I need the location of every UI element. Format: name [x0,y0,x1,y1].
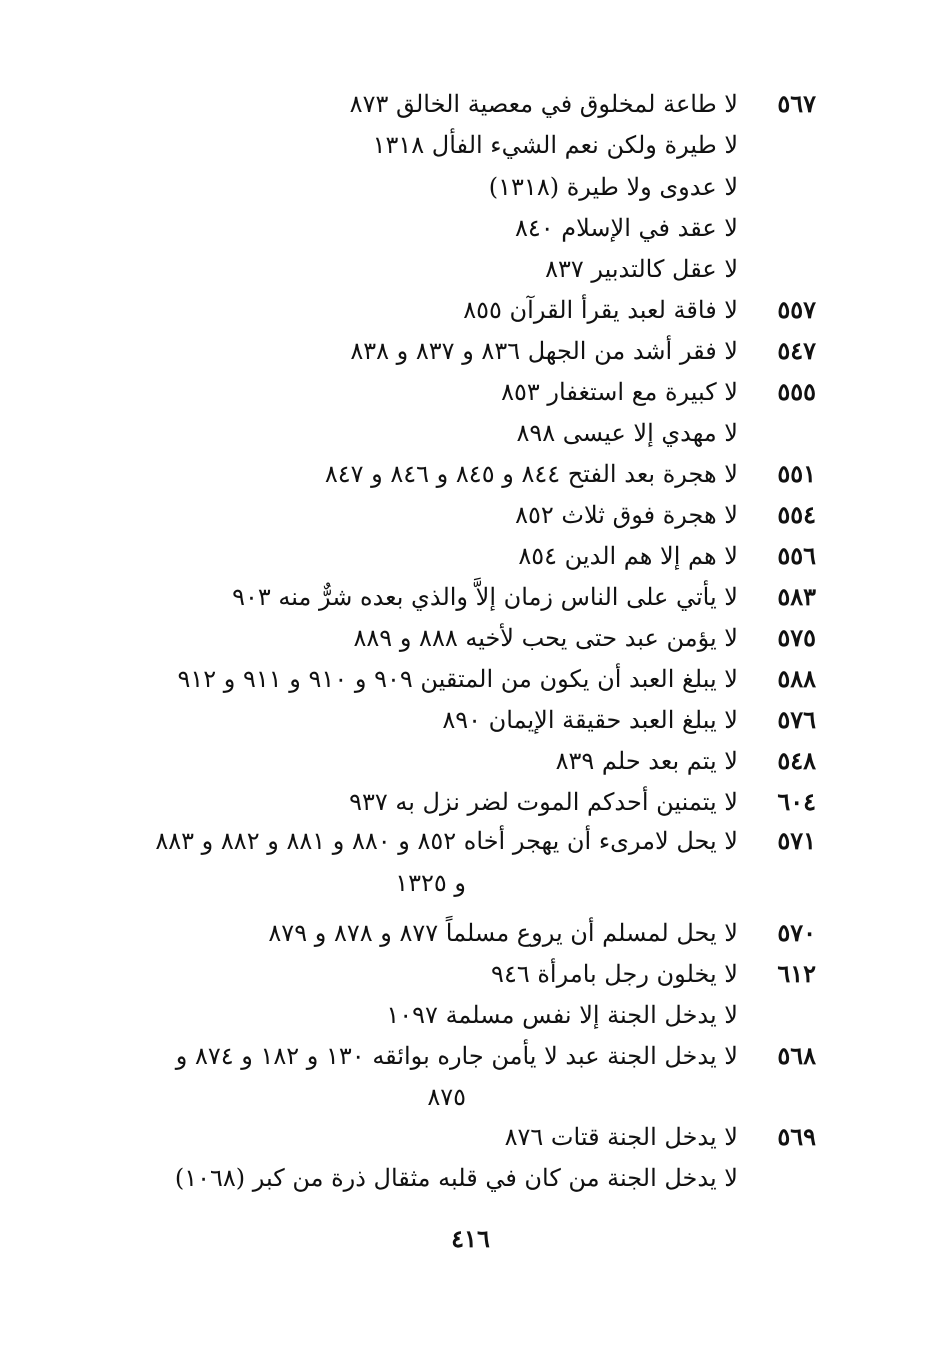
entry-number: ٥٥٧ [777,295,816,324]
entry-continuation: و ١٣٢٥ [395,869,466,897]
entry-number: ٥٧٥ [777,623,816,652]
entry-text: لا فاقة لعبد يقرأ القرآن ٨٥٥ [463,296,738,324]
entry-text: لا يتمنين أحدكم الموت لضر نزل به ٩٣٧ [349,788,738,816]
entry-text: لا يؤمن عبد حتى يحب لأخيه ٨٨٨ و ٨٨٩ [353,624,738,652]
entry-number: ٥٧١ [777,826,816,855]
entry-text: لا يدخل الجنة عبد لا يأمن جاره بوائقه ١٣٠ و ١٨٢ و ٨٧٤ و [175,1042,738,1070]
entry-text: لا يخلون رجل بامرأة ٩٤٦ [491,960,738,988]
entry-text: لا كبيرة مع استغفار ٨٥٣ [501,378,738,406]
entry-number: ٥٤٨ [777,746,816,775]
entry-text: لا هجرة فوق ثلاث ٨٥٢ [515,501,738,529]
entry-number: ٥٦٩ [777,1122,816,1151]
entry-number: ٥٦٨ [777,1041,816,1070]
entry-number: ٥٥١ [777,459,816,488]
entry-number: ٥٥٦ [777,541,816,570]
entry-number: ٥٧٦ [777,705,816,734]
entry-text: لا يبلغ العبد حقيقة الإيمان ٨٩٠ [442,706,738,734]
entry-number: ٥٥٤ [777,500,816,529]
entry-number: ٥٥٥ [777,377,816,406]
entry-text: لا يبلغ العبد أن يكون من المتقين ٩٠٩ و ٩١٠ و ٩١١ و ٩١٢ [177,665,738,693]
entry-text: لا يدخل الجنة إلا نفس مسلمة ١٠٩٧ [386,1001,738,1029]
entry-text: لا هجرة بعد الفتح ٨٤٤ و ٨٤٥ و ٨٤٦ و ٨٤٧ [324,460,738,488]
entry-text: لا فقر أشد من الجهل ٨٣٦ و ٨٣٧ و ٨٣٨ [350,337,738,365]
entry-text: لا يأتي على الناس زمان إلاَّ والذي بعده شرٌّ منه ٩٠٣ [232,583,738,611]
entry-number: ٥٦٧ [777,89,816,118]
entry-number: ٦١٢ [777,959,816,988]
entry-text: لا يحل لمسلم أن يروع مسلماً ٨٧٧ و ٨٧٨ و ٨٧٩ [268,919,738,947]
entry-text: لا يتم بعد حلم ٨٣٩ [555,747,738,775]
entry-continuation: ٨٧٥ [427,1083,466,1111]
entry-number: ٥٨٨ [777,664,816,693]
entry-text: لا عدوى ولا طيرة (١٣١٨) [488,173,738,201]
entry-text: لا هم إلا هم الدين ٨٥٤ [518,542,738,570]
entry-text: لا يحل لامرىء أن يهجر أخاه ٨٥٢ و ٨٨٠ و ٨٨١ و ٨٨٢ و ٨٨٣ [155,827,738,855]
entry-text: لا عقد في الإسلام ٨٤٠ [514,214,738,242]
entry-text: لا عقل كالتدبير ٨٣٧ [545,255,738,283]
entry-text: لا مهدي إلا عيسى ٨٩٨ [516,419,738,447]
entry-text: لا يدخل الجنة من كان في قلبه مثقال ذرة من كبر (١٠٦٨) [174,1164,738,1192]
entry-text: لا طاعة لمخلوق في معصية الخالق ٨٧٣ [349,90,738,118]
page-number: ٤١٦ [451,1224,490,1253]
entry-number: ٥٨٣ [777,582,816,611]
entry-number: ٥٤٧ [777,336,816,365]
entry-text: لا طيرة ولكن نعم الشيء الفأل ١٣١٨ [372,131,738,159]
entry-number: ٥٧٠ [777,918,816,947]
entry-number: ٦٠٤ [777,787,816,816]
entry-text: لا يدخل الجنة قتات ٨٧٦ [504,1123,738,1151]
